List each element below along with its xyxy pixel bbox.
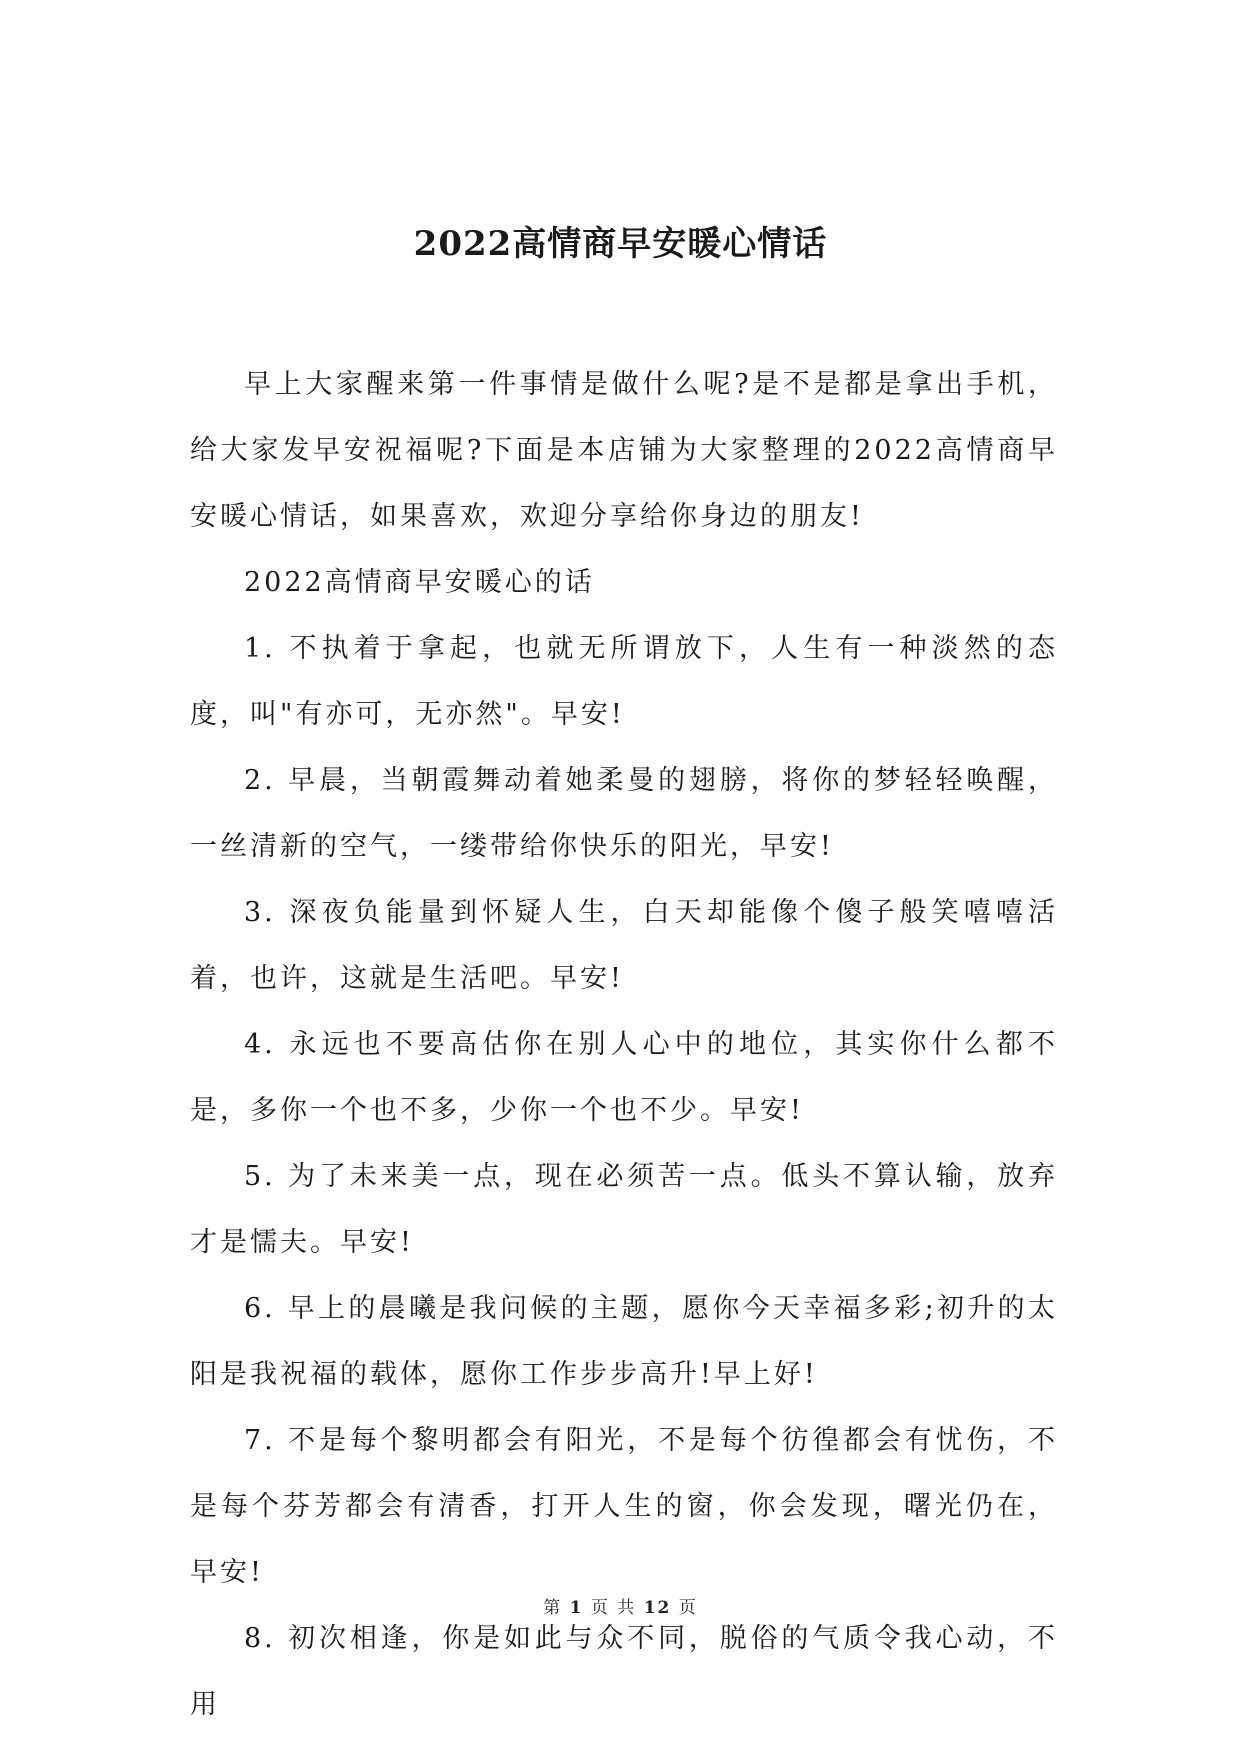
list-item: 8. 初次相逢，你是如此与众不同，脱俗的气质令我心动，不用: [190, 1623, 1058, 1720]
page-footer: [0, 1596, 1241, 1620]
footer-suffix: 页: [678, 1598, 698, 1618]
footer-middle: 页 共: [590, 1598, 637, 1618]
total-pages-number: 12: [643, 1598, 672, 1618]
current-page-number: 1: [569, 1598, 584, 1618]
intro-paragraph: 早上大家醒来第一件事情是做什么呢?是不是都是拿出手机，给大家发早安祝福呢?下面是本店铺为大家整理的2022高情商早安暖心情话，如果喜欢，欢迎分享给你身边的朋友!: [190, 369, 1058, 532]
list-item: 5. 为了未来美一点，现在必须苦一点。低头不算认输，放弃才是懦夫。早安!: [190, 1161, 1058, 1258]
list-item: 2. 早晨，当朝霞舞动着她柔曼的翅膀，将你的梦轻轻唤醒，一丝清新的空气，一缕带给你快乐的阳光，早安!: [190, 765, 1058, 862]
section-heading: 2022高情商早安暖心的话: [244, 567, 595, 598]
list-item: 3. 深夜负能量到怀疑人生，白天却能像个傻子般笑嘻嘻活着，也许，这就是生活吧。早安!: [190, 897, 1058, 994]
document-body: [190, 352, 1058, 1738]
footer-prefix: 第: [543, 1598, 563, 1618]
document-title: 2022高情商早安暖心情话: [413, 224, 828, 264]
list-item: 1. 不执着于拿起，也就无所谓放下，人生有一种淡然的态度，叫"有亦可，无亦然"。早安!: [190, 633, 1058, 730]
list-item: 7. 不是每个黎明都会有阳光，不是每个彷徨都会有忧伤，不是每个芬芳都会有清香，打开人生的窗，你会发现，曙光仍在，早安!: [190, 1425, 1058, 1588]
list-item: 6. 早上的晨曦是我问候的主题，愿你今天幸福多彩;初升的太阳是我祝福的载体，愿你工作步步高升!早上好!: [190, 1293, 1058, 1390]
list-item: 4. 永远也不要高估你在别人心中的地位，其实你什么都不是，多你一个也不多，少你一个也不少。早安!: [190, 1029, 1058, 1126]
